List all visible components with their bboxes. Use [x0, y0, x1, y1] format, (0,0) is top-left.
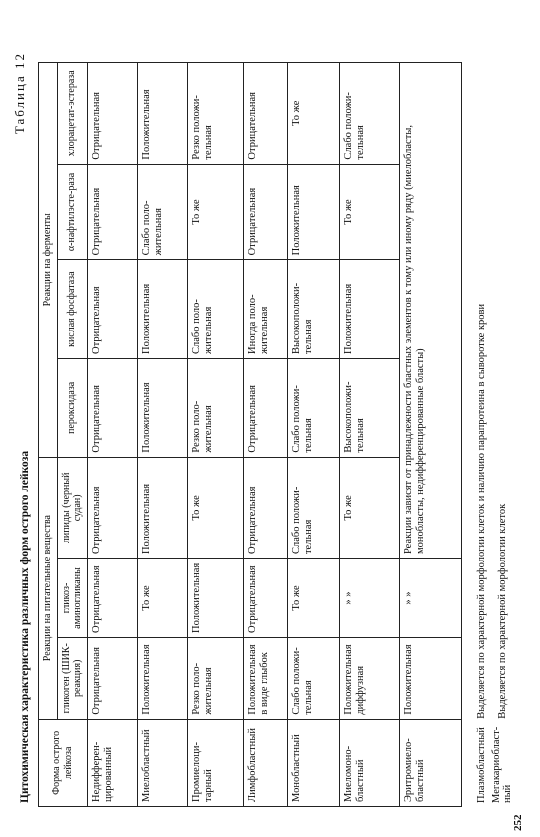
table-row: [87, 63, 137, 807]
table-row: [489, 62, 515, 807]
cell: То же: [137, 559, 187, 638]
table-row: [399, 63, 461, 807]
cell: Положительная: [137, 63, 187, 165]
col-glycogen-header: гликоген (ШИК-реакция): [57, 637, 87, 719]
col-chloracetate-esterase-header: хлорацетат-эстераза: [57, 63, 87, 165]
form-cell: Монобластный: [287, 719, 339, 806]
cell: То же: [187, 164, 243, 260]
cell: Положительная: [137, 358, 187, 457]
cell: Отрицательная: [87, 637, 137, 719]
form-cell: Мегакариобласт-ный: [491, 726, 513, 803]
cell: То же: [287, 63, 339, 165]
cell: Положительная диффузная: [339, 637, 399, 719]
form-cell: Плазмобластный: [476, 727, 487, 803]
group-enzymes-header: Реакции на ферменты: [39, 63, 58, 458]
cell: Слабо поло-жительная: [137, 164, 187, 260]
table-row: [339, 63, 399, 807]
cell: Отрицательная: [87, 164, 137, 260]
col-acid-phosphatase-header: кислая фосфатаза: [57, 260, 87, 359]
cell: Отрицательная: [87, 457, 137, 558]
table-row: [137, 63, 187, 807]
form-cell: Миеломоно-бластный: [339, 719, 399, 806]
cell: Положительная: [339, 260, 399, 359]
cell: Слабо положи-тельная: [287, 358, 339, 457]
cell: Слабо положи-тельная: [287, 637, 339, 719]
cell: То же: [187, 457, 243, 558]
form-cell: Промиелоци-тарный: [187, 719, 243, 806]
table-row: [243, 63, 287, 807]
cell: Отрицательная: [243, 63, 287, 165]
cell: Положительная: [187, 559, 243, 638]
cell: Положительная: [137, 457, 187, 558]
cell: Положительная: [137, 260, 187, 359]
cell: Отрицательная: [243, 457, 287, 558]
form-cell: Эритромиело-бластный: [399, 719, 461, 806]
footnote-rows: [474, 62, 515, 807]
table-title: Цитохимическая характеристика различных форм острого лейкоза: [19, 450, 31, 803]
table-row: [187, 63, 243, 807]
cell: Положительная в виде глыбок: [243, 637, 287, 719]
cell: Резко поло-жительная: [187, 637, 243, 719]
col-lipids-header: липиды (черный судан): [57, 457, 87, 558]
cell: Резко поло-жительная: [187, 358, 243, 457]
cell: Отрицательная: [87, 559, 137, 638]
cell: Иногда поло-жительная: [243, 260, 287, 359]
cytochemistry-table: [38, 62, 462, 807]
cell: То же: [287, 559, 339, 638]
cell: То же: [339, 164, 399, 260]
cell: Резко положи-тельная: [187, 63, 243, 165]
col-naphthylesterase-header: α-нафтилэсте-раза: [57, 164, 87, 260]
cell: Положительная: [137, 637, 187, 719]
cell: Положительная: [399, 637, 461, 719]
cell: Слабо поло-жительная: [187, 260, 243, 359]
col-glycosaminoglycans-header: гликоз-аминогликаны: [57, 559, 87, 638]
table-number: Таблица 12: [12, 52, 27, 135]
table-row: [287, 63, 339, 807]
cell: Отрицательная: [243, 164, 287, 260]
cell: Слабо положи-тельная: [287, 457, 339, 558]
col-form-header: Форма острого лейкоза: [39, 719, 88, 806]
cell: То же: [339, 457, 399, 558]
cell: Положительная: [287, 164, 339, 260]
form-cell: Лимфобластный: [243, 719, 287, 806]
cell: Реакции зависят от принадлежности бластных элементов к тому или иному ряду (миелобласты, монобласты, недифференцированные бласты): [399, 63, 461, 559]
form-cell: Недифферен-цированный: [87, 719, 137, 806]
col-peroxidase-header: пероксидаза: [57, 358, 87, 457]
cell: Отрицательная: [87, 358, 137, 457]
cell: » »: [339, 559, 399, 638]
cell: » »: [399, 559, 461, 638]
page-number: 252: [512, 814, 524, 831]
cell: Выделяется по характерной морфологии клеток и наличию парапротеина в сыворотке крови: [476, 303, 487, 719]
cell: Выделяется по характерной морфологии клеток: [496, 503, 508, 719]
cell: Слабо положи-тельная: [339, 63, 399, 165]
cell: Отрицательная: [87, 260, 137, 359]
group-nutrients-header: Реакции на питательные вещества: [39, 457, 58, 719]
cell: Высокоположи-тельная: [339, 358, 399, 457]
cell: Отрицательная: [243, 358, 287, 457]
cell: Отрицательная: [87, 63, 137, 165]
cell: Высокоположи-тельная: [287, 260, 339, 359]
table-row: [474, 62, 489, 807]
form-cell: Миелобластный: [137, 719, 187, 806]
cell: Отрицательная: [243, 559, 287, 638]
